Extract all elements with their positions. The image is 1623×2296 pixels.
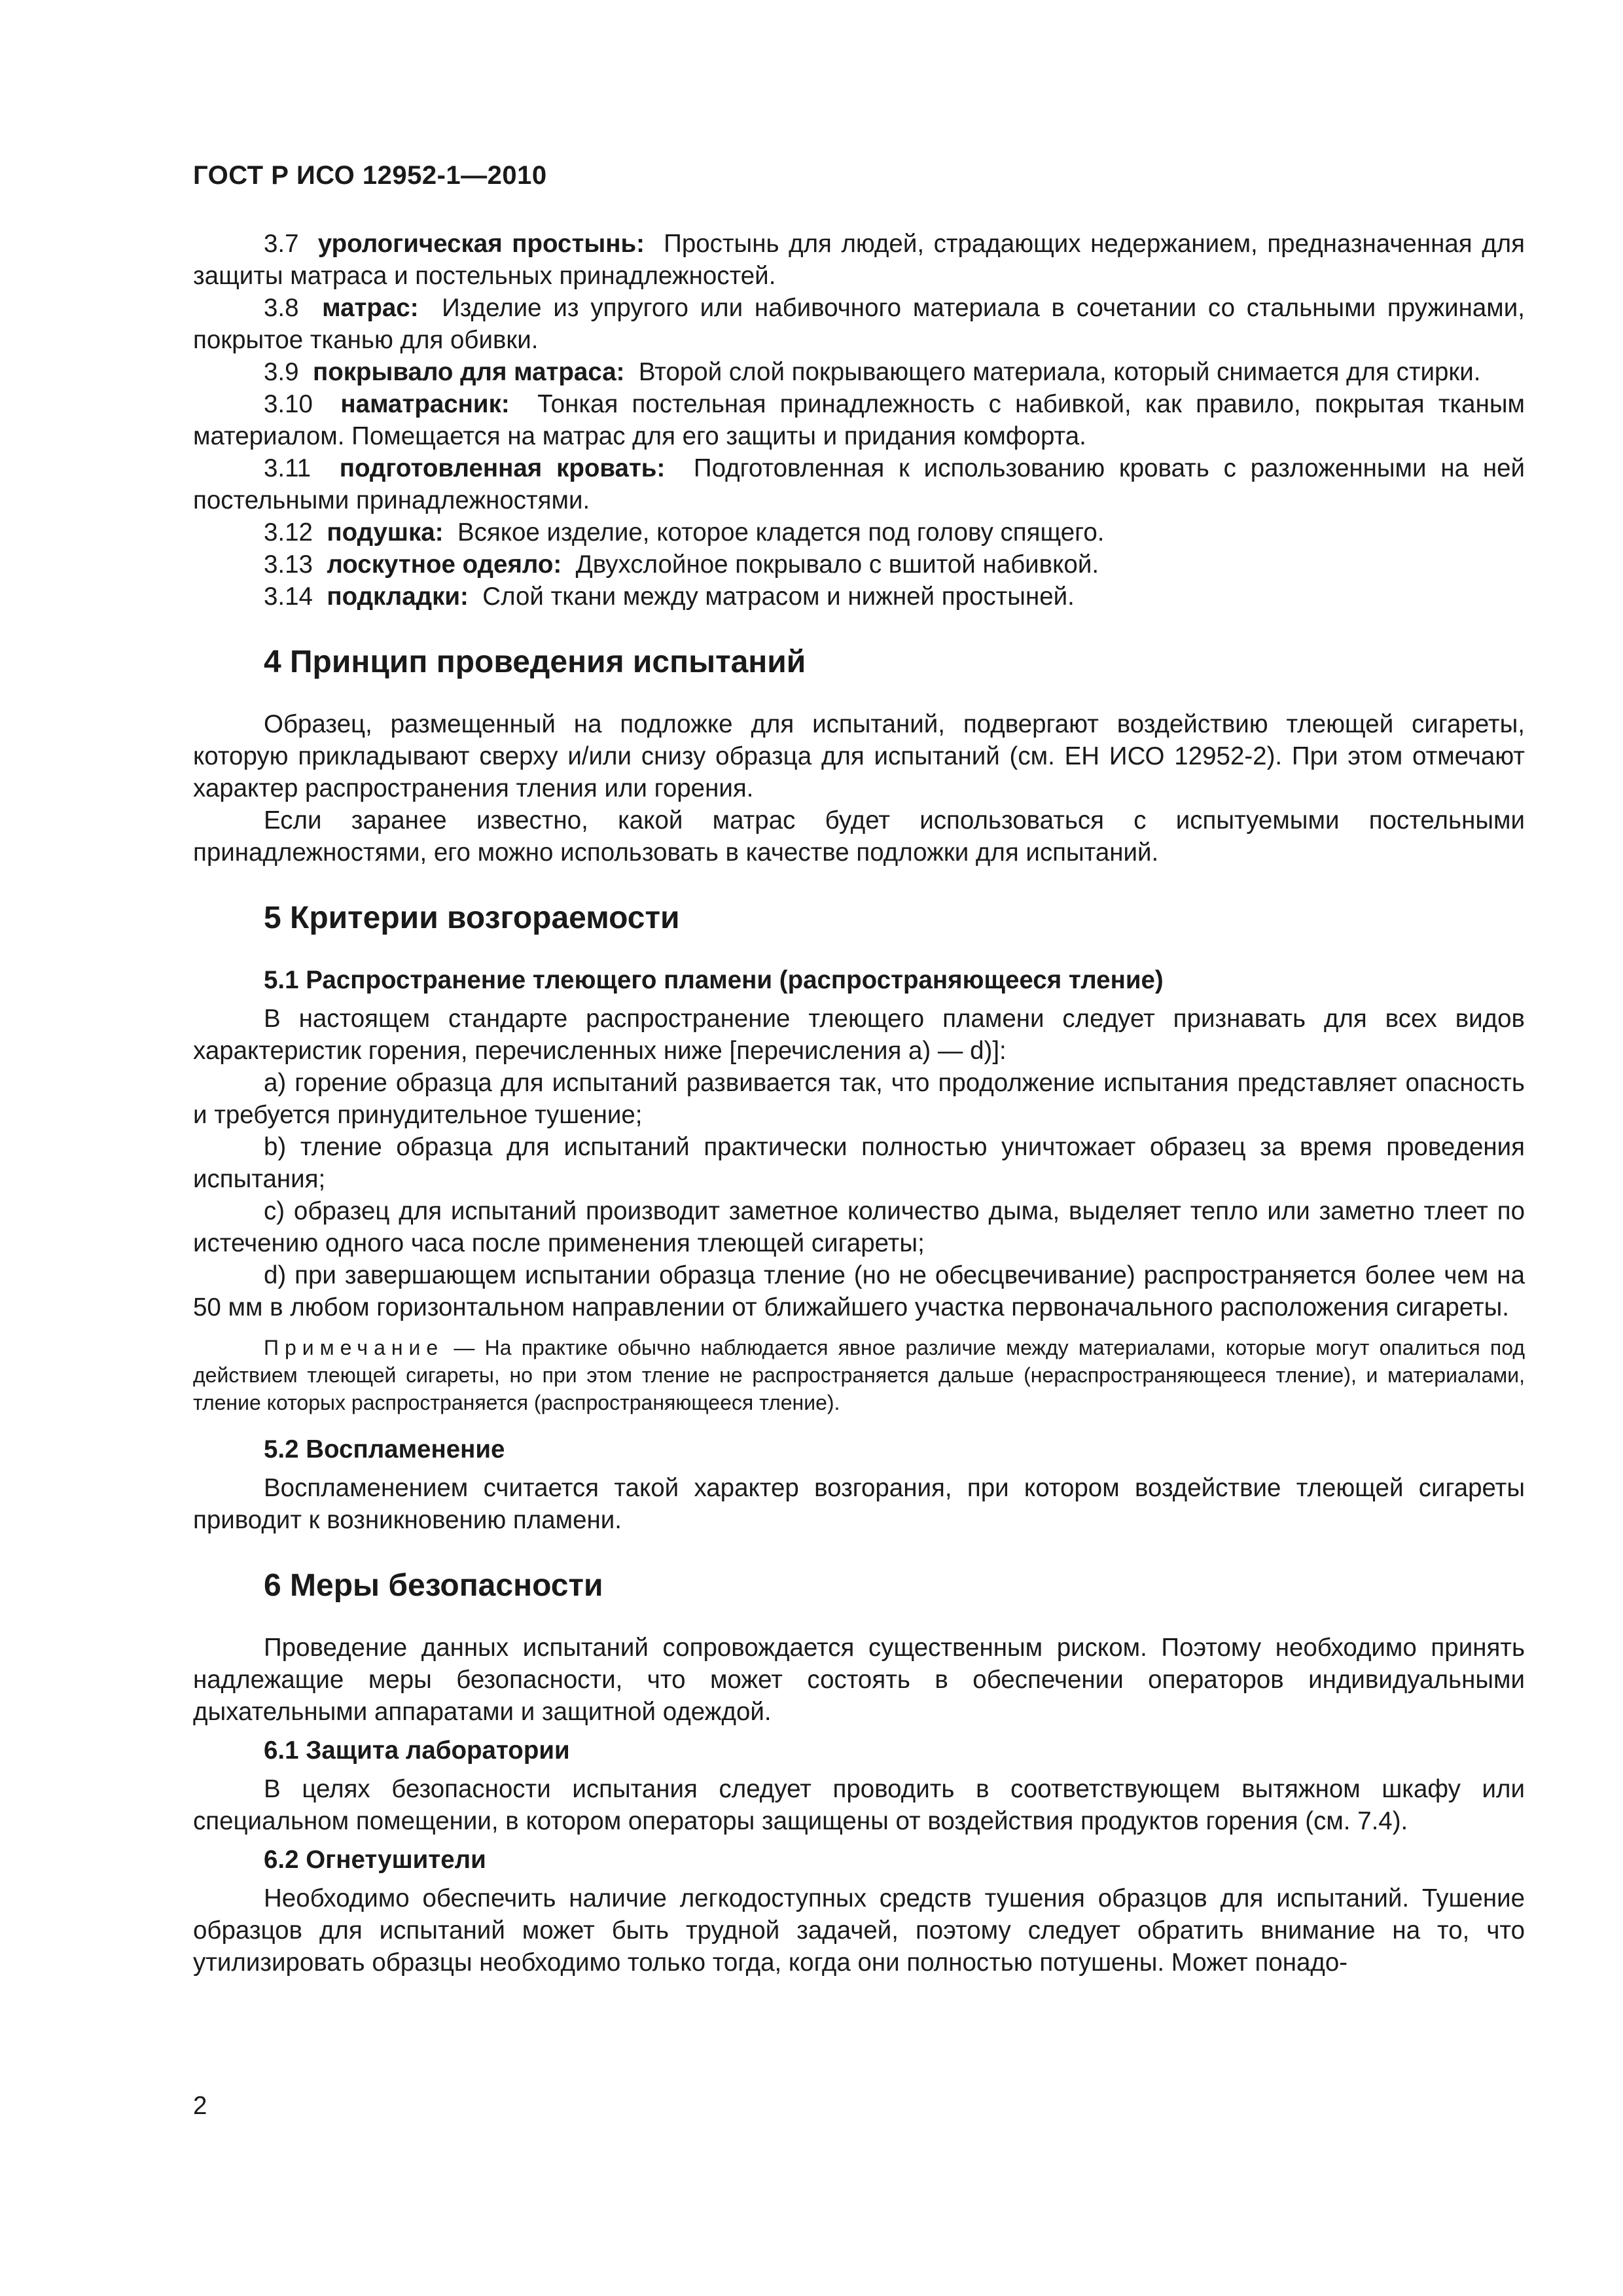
- section-6-intro: Проведение данных испытаний сопровождается существенным риском. Поэтому необходимо принять надлежащие меры безопасности, что может состоять в обеспечении операторов индивидуальными дыхательными аппаратами и защитной одеждой.: [193, 1634, 1525, 1726]
- definition-number: 3.7: [264, 230, 299, 258]
- definition-number: 3.12: [264, 518, 313, 547]
- section-4-paragraph: Если заранее известно, какой матрас будет использоваться с испытуемыми постельными принадлежностями, его можно использовать в качестве подложки для испытаний.: [193, 806, 1525, 867]
- note: [193, 1334, 1525, 1416]
- definition-term: наматрасник:: [340, 390, 510, 418]
- criteria-item: b) тление образца для испытаний практически полностью уничтожает образец за время проведения испытания;: [193, 1133, 1525, 1193]
- definition-item: [193, 581, 1525, 613]
- definition-number: 3.14: [264, 583, 313, 611]
- definition-text: Простынь для людей, страдающих недержанием, предназначенная для защиты матраса и постельных принадлежностей.: [193, 230, 1525, 290]
- note-label: Примечание: [264, 1336, 444, 1359]
- subsection-5-1-intro: В настоящем стандарте распространение тлеющего пламени следует признавать для всех видов характеристик горения, перечисленных ниже [перечисления a) — d)]:: [193, 1005, 1525, 1065]
- definition-term: подкладки:: [327, 583, 469, 611]
- definition-term: подушка:: [327, 518, 444, 547]
- section-4-title: 4 Принцип проведения испытаний: [264, 645, 806, 679]
- definition-text: Слой ткани между матрасом и нижней простыней.: [482, 583, 1075, 611]
- subsection-6-2-text: Необходимо обеспечить наличие легкодоступных средств тушения образцов для испытаний. Тушение образцов для испытаний может быть трудной задачей, поэтому следует обратить внимание на то, что утилизировать образцы необходимо только тогда, когда они полностью потушены. Может понадо-: [193, 1884, 1525, 1977]
- definition-item: [193, 356, 1525, 388]
- definition-item: [193, 292, 1525, 356]
- definition-text: Второй слой покрывающего материала, который снимается для стирки.: [638, 358, 1481, 386]
- definition-number: 3.9: [264, 358, 299, 386]
- definition-number: 3.10: [264, 390, 313, 418]
- section-5-title: 5 Критерии возгораемости: [264, 901, 680, 935]
- definition-item: [193, 388, 1525, 452]
- definition-text: Изделие из упругого или набивочного материала в сочетании со стальными пружинами, покрытое тканью для обивки.: [193, 294, 1525, 354]
- page-number: 2: [193, 2092, 207, 2120]
- definitions-list: [193, 228, 1525, 613]
- subsection-6-2-title: 6.2 Огнетушители: [264, 1846, 486, 1874]
- definition-text: Подготовленная к использованию кровать с разложенными на ней постельными принадлежностями.: [193, 454, 1525, 514]
- criteria-item: a) горение образца для испытаний развивается так, что продолжение испытания представляет опасность и требуется принудительное тушение;: [193, 1069, 1525, 1129]
- definition-number: 3.8: [264, 294, 299, 322]
- subsection-6-1-title: 6.1 Защита лаборатории: [264, 1736, 570, 1765]
- definition-term: матрас:: [322, 294, 419, 322]
- definition-text: Тонкая постельная принадлежность с набивкой, как правило, покрытая тканым материалом. Помещается на матрас для его защиты и придания комфорта.: [193, 390, 1525, 450]
- definition-item: [193, 548, 1525, 581]
- document-header: ГОСТ Р ИСО 12952-1—2010: [193, 161, 547, 190]
- subsection-5-1-title: 5.1 Распространение тлеющего пламени (распространяющееся тление): [264, 966, 1164, 994]
- subsection-6-1-text: В целях безопасности испытания следует проводить в соответствующем вытяжном шкафу или специальном помещении, в котором операторы защищены от воздействия продуктов горения (см. 7.4).: [193, 1775, 1525, 1835]
- definition-item: [193, 452, 1525, 516]
- definition-term: лоскутное одеяло:: [327, 550, 562, 579]
- definition-term: урологическая простынь:: [317, 230, 645, 258]
- subsection-5-2-title: 5.2 Воспламенение: [264, 1435, 505, 1463]
- criteria-item: c) образец для испытаний производит заметное количество дыма, выделяет тепло или заметно тлеет по истечению одного часа после применения тлеющей сигареты;: [193, 1197, 1525, 1257]
- definition-number: 3.11: [264, 454, 312, 482]
- note-text: — На практике обычно наблюдается явное различие между материалами, которые могут опалиться под действием тлеющей сигареты, но при этом тление не распространяется дальше (нераспространяющееся тление), и материалами, тление которых распространяется (распространяющееся тление).: [193, 1336, 1525, 1414]
- definition-term: покрывало для матраса:: [312, 358, 625, 386]
- section-4-paragraph: Образец, размещенный на подложке для испытаний, подвергают воздействию тлеющей сигареты, которую прикладывают сверху и/или снизу образца для испытаний (см. ЕН ИСО 12952-2). При этом отмечают характер распространения тления или горения.: [193, 710, 1525, 802]
- definition-text: Двухслойное покрывало с вшитой набивкой.: [575, 550, 1099, 579]
- definition-text: Всякое изделие, которое кладется под голову спящего.: [457, 518, 1105, 547]
- page-content: [193, 228, 1525, 1979]
- definition-number: 3.13: [264, 550, 313, 579]
- definition-item: [193, 516, 1525, 548]
- criteria-item: d) при завершающем испытании образца тление (но не обесцвечивание) распространяется более чем на 50 мм в любом горизонтальном направлении от ближайшего участка первоначального расположения сигареты.: [193, 1261, 1525, 1321]
- definition-term: подготовленная кровать:: [339, 454, 666, 482]
- definition-item: [193, 228, 1525, 292]
- subsection-5-2-text: Воспламенением считается такой характер возгорания, при котором воздействие тлеющей сигареты приводит к возникновению пламени.: [193, 1474, 1525, 1534]
- section-6-title: 6 Меры безопасности: [264, 1568, 603, 1603]
